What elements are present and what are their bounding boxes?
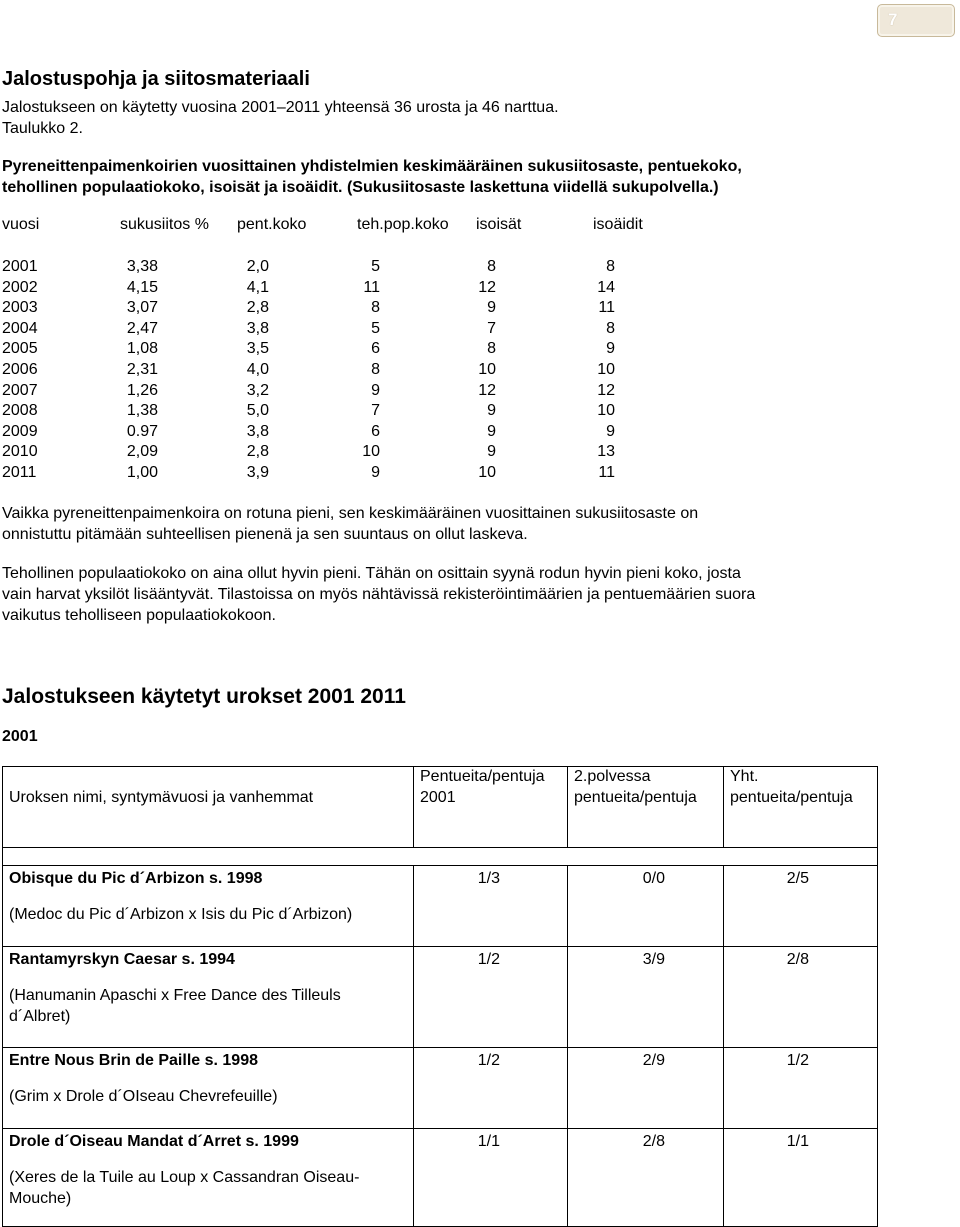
header-col4-line1: Yht. (730, 768, 759, 785)
sire-cell (3, 947, 414, 1048)
table-caption-line1: Pyreneittenpaimenkoirien vuosittainen yhdistelmien keskimääräinen sukusiitosaste, pentuekoko, (2, 158, 742, 175)
sire-total: 1/1 (786, 1133, 809, 1150)
stats-cell-granddams: 14 (597, 278, 615, 296)
paragraph-effective-pop-line2: vain harvat yksilöt lisääntyvät. Tilastoissa on myös nähtävissä rekisteröintimäärien ja pentuemäärien suora (2, 586, 756, 603)
sire-cell-litters (414, 1129, 568, 1227)
sire-parents: (Hanumanin Apaschi x Free Dance des Tilleuls (9, 987, 341, 1004)
sire-litters-2001: 1/2 (477, 1052, 500, 1069)
stats-cell-effective-pop: 8 (371, 361, 380, 378)
stats-cell-litter-size: 2,8 (246, 443, 269, 461)
stats-header-inbreeding: sukusiitos % (120, 216, 209, 233)
stats-cell-litter-size: 2,0 (246, 258, 269, 275)
sires-table-header-row (3, 767, 878, 848)
sire-cell-second-gen (568, 1048, 724, 1129)
stats-cell-inbreeding: 3,38 (126, 258, 158, 275)
sire-name: Rantamyrskyn Caesar s. 1994 (9, 951, 235, 968)
stats-cell-grandsires: 9 (487, 402, 496, 420)
stats-cell-litter-size: 3,8 (246, 422, 269, 440)
stats-header-grandsires: isoisät (476, 216, 522, 233)
stats-cell-grandsires: 9 (487, 299, 496, 317)
stats-cell-granddams: 10 (597, 361, 615, 378)
sire-row (3, 1048, 878, 1129)
sire-total: 2/8 (786, 951, 809, 968)
paragraph-effective-pop-line3: vaikutus teholliseen populaatiokokoon. (2, 607, 276, 624)
stats-cell-grandsires: 8 (487, 340, 496, 358)
stats-cell-year: 2007 (2, 381, 38, 399)
sires-year-heading: 2001 (2, 728, 38, 745)
table-caption-line2: tehollinen populaatiokoko, isoisät ja isoäidit. (Sukusiitosaste laskettuna viidellä sukupolvella.) (2, 179, 719, 196)
sire-total: 1/2 (786, 1052, 809, 1069)
stats-cell-effective-pop: 10 (362, 443, 380, 461)
sire-cell (3, 1129, 414, 1227)
page-number-badge (877, 4, 955, 37)
sire-total: 2/5 (786, 870, 809, 887)
header-cell-total (724, 767, 878, 848)
sire-parents-cont: Mouche) (9, 1190, 72, 1207)
stats-cell-effective-pop: 6 (371, 422, 380, 440)
stats-cell-grandsires: 10 (478, 464, 496, 481)
sire-parents: (Xeres de la Tuile au Loup x Cassandran Oiseau- (9, 1169, 360, 1186)
stats-cell-granddams: 9 (606, 422, 615, 440)
stats-cell-year: 2002 (2, 278, 38, 296)
stats-cell-grandsires: 8 (487, 258, 496, 275)
stats-cell-inbreeding: 3,07 (126, 299, 158, 317)
stats-cell-effective-pop: 5 (371, 319, 380, 337)
stats-cell-year: 2003 (2, 299, 38, 317)
paragraph-inbreeding-line2: onnistuttu pitämään suhteellisen pienenä ja sen suuntaus on ollut laskeva. (2, 526, 528, 543)
stats-cell-grandsires: 9 (487, 443, 496, 461)
header-cell-litters-2001 (414, 767, 568, 848)
stats-cell-grandsires: 12 (478, 381, 496, 399)
stats-cell-effective-pop: 9 (371, 381, 380, 399)
header-col3-line2: pentueita/pentuja (574, 789, 697, 806)
stats-cell-year: 2005 (2, 340, 38, 358)
stats-header-granddams: isoäidit (593, 216, 643, 233)
sires-table-spacer-row (3, 848, 878, 866)
stats-cell-grandsires: 10 (478, 361, 496, 378)
section-title-breeding-base: Jalostuspohja ja siitosmateriaali (2, 68, 310, 90)
sire-second-gen: 3/9 (642, 951, 665, 968)
stats-header-litter-size: pent.koko (237, 216, 307, 233)
header-col4-line2: pentueita/pentuja (730, 789, 853, 806)
stats-cell-inbreeding: 1,08 (126, 340, 158, 358)
stats-cell-inbreeding: 2,09 (126, 443, 158, 461)
stats-cell-granddams: 11 (598, 464, 615, 481)
header-name: Uroksen nimi, syntymävuosi ja vanhemmat (9, 789, 314, 806)
stats-cell-inbreeding: 2,31 (126, 361, 158, 378)
sire-parents: (Medoc du Pic d´Arbizon x Isis du Pic d´Arbizon) (9, 906, 353, 923)
sire-cell-total (724, 947, 878, 1048)
sire-cell-total (724, 866, 878, 947)
stats-cell-year: 2006 (2, 361, 38, 378)
stats-cell-granddams: 9 (606, 340, 615, 358)
stats-cell-effective-pop: 11 (363, 278, 380, 296)
sire-cell-second-gen (568, 1129, 724, 1227)
sire-litters-2001: 1/3 (477, 870, 500, 887)
section-title-sires: Jalostukseen käytetyt urokset 2001 2011 (2, 685, 406, 708)
sire-cell-litters (414, 947, 568, 1048)
stats-cell-effective-pop: 9 (371, 464, 380, 481)
stats-cell-litter-size: 3,5 (246, 340, 269, 358)
stats-cell-litter-size: 3,2 (246, 381, 269, 399)
stats-cell-litter-size: 3,9 (246, 464, 269, 481)
sire-cell-second-gen (568, 866, 724, 947)
stats-cell-year: 2009 (2, 422, 38, 440)
sire-second-gen: 0/0 (642, 870, 665, 887)
page-number: 7 (888, 10, 898, 29)
paragraph-effective-pop-line1: Tehollinen populaatiokoko on aina ollut hyvin pieni. Tähän on osittain syynä rodun hyvin pieni koko, josta (2, 565, 741, 582)
stats-cell-granddams: 13 (597, 443, 615, 461)
sire-parents-cont: d´Albret) (9, 1008, 71, 1025)
sire-cell-second-gen (568, 947, 724, 1048)
stats-cell-year: 2008 (2, 402, 38, 420)
sire-litters-2001: 1/1 (477, 1133, 500, 1150)
paragraph-inbreeding-line1: Vaikka pyreneittenpaimenkoira on rotuna pieni, sen keskimääräinen vuosittainen sukusiitosaste on (2, 505, 699, 522)
stats-cell-grandsires: 7 (487, 319, 496, 337)
stats-cell-inbreeding: 1,26 (126, 381, 158, 399)
stats-cell-grandsires: 9 (487, 422, 496, 440)
stats-cell-granddams: 12 (597, 381, 615, 399)
stats-cell-litter-size: 4,0 (246, 361, 269, 378)
sire-second-gen: 2/8 (642, 1133, 665, 1150)
stats-cell-inbreeding: 1,00 (126, 464, 158, 481)
sire-cell (3, 866, 414, 947)
stats-cell-year: 2010 (2, 443, 38, 461)
stats-cell-inbreeding: 1,38 (126, 402, 158, 420)
sire-row (3, 1129, 878, 1227)
sire-name: Drole d´Oiseau Mandat d´Arret s. 1999 (9, 1133, 299, 1150)
sire-second-gen: 2/9 (642, 1052, 665, 1069)
sire-name: Entre Nous Brin de Paille s. 1998 (9, 1052, 258, 1069)
stats-cell-grandsires: 12 (478, 278, 496, 296)
stats-cell-inbreeding: 0.97 (126, 422, 158, 440)
stats-cell-litter-size: 5,0 (246, 402, 269, 420)
stats-cell-effective-pop: 5 (371, 258, 380, 275)
stats-cell-year: 2004 (2, 319, 38, 337)
header-cell-second-gen (568, 767, 724, 848)
stats-cell-effective-pop: 6 (371, 340, 380, 358)
sire-cell (3, 1048, 414, 1129)
table-reference: Taulukko 2. (2, 120, 83, 137)
sire-cell-total (724, 1129, 878, 1227)
stats-cell-year: 2001 (2, 258, 38, 275)
spacer-cell (3, 848, 878, 866)
sire-parents: (Grim x Drole d´OIseau Chevrefeuille) (9, 1088, 278, 1105)
sire-cell-litters (414, 866, 568, 947)
stats-cell-granddams: 11 (598, 299, 615, 317)
stats-header-effective-pop: teh.pop.koko (357, 216, 449, 233)
stats-cell-effective-pop: 7 (371, 402, 380, 420)
header-col2-line1: Pentueita/pentuja (420, 768, 545, 785)
header-col2-line2: 2001 (420, 789, 456, 806)
stats-cell-year: 2011 (2, 464, 37, 481)
stats-cell-granddams: 8 (606, 258, 615, 275)
intro-text: Jalostukseen on käytetty vuosina 2001–2011 yhteensä 36 urosta ja 46 narttua. (2, 99, 559, 116)
header-cell-name (3, 767, 414, 848)
stats-cell-inbreeding: 4,15 (126, 278, 158, 296)
stats-cell-litter-size: 2,8 (246, 299, 269, 317)
sire-row (3, 947, 878, 1048)
stats-cell-inbreeding: 2,47 (126, 319, 158, 337)
header-col3-line1: 2.polvessa (574, 768, 651, 785)
sire-litters-2001: 1/2 (477, 951, 500, 968)
stats-cell-effective-pop: 8 (371, 299, 380, 317)
stats-cell-granddams: 8 (606, 319, 615, 337)
sire-row (3, 866, 878, 947)
sire-cell-total (724, 1048, 878, 1129)
sire-name: Obisque du Pic d´Arbizon s. 1998 (9, 870, 263, 887)
stats-cell-litter-size: 3,8 (246, 319, 269, 337)
stats-header-year: vuosi (2, 216, 40, 233)
sire-cell-litters (414, 1048, 568, 1129)
stats-cell-granddams: 10 (597, 402, 615, 420)
stats-cell-litter-size: 4,1 (246, 278, 269, 296)
sires-table (2, 766, 878, 1227)
